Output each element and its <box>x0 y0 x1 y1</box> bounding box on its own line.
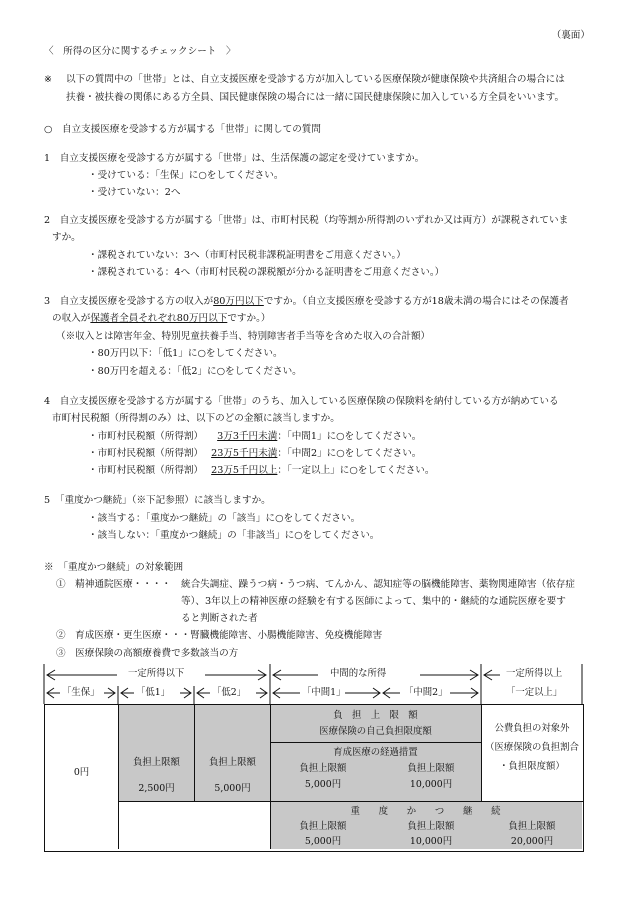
question-3-option-1: ・80万円以下：「低1」に○をしてください。 <box>88 348 283 359</box>
scope-item-1-label: ① 精神通院医療・・・・ <box>56 579 172 590</box>
question-4-option-1-amount: 3万3千円未満 <box>217 431 278 442</box>
question-5-option-1: ・該当する：「重度かつ継続」の「該当」に○をしてください。 <box>88 513 361 524</box>
jyudo2-value: 10,000円 <box>409 836 453 847</box>
question-5: 5 「重度かつ継続」（※下記参照）に該当しますか。 <box>44 495 271 506</box>
question-3-line-3: （※収入とは障害年金、特別児童扶養手当、特別障害者手当等を含めた収入の合計額） <box>56 331 431 342</box>
jyudo3-label: 負担上限額 <box>508 821 556 832</box>
col-header-chukan2: 「中間2」 <box>404 687 448 698</box>
page-title: 〈 所得の区分に関するチェックシート 〉 <box>44 46 236 57</box>
jyudo1-value: 5,000円 <box>304 836 342 847</box>
question-4-line-1: 4 自立支援医療を受診する方が属する「世帯」のうち、加入している医療保険の保険料を納付している方が納めている <box>44 396 559 407</box>
mid-head-2: 医療保険の自己負担限度額 <box>319 726 432 737</box>
scope-item-3: ③ 医療保険の高額療養費で多数該当の方 <box>56 648 239 659</box>
tei2-value: 5,000円 <box>214 783 251 794</box>
jyudo2-label: 負担上限額 <box>407 821 455 832</box>
high-line-1: 公費負担の対象外 <box>494 723 570 734</box>
question-3-underline-1: 80万円以下 <box>213 296 264 307</box>
question-4-option-1-action: ：「中間1」に○をしてください。 <box>277 431 422 442</box>
page-side-label: （裏面） <box>551 30 590 41</box>
col-header-tei2: 「低2」 <box>212 687 247 698</box>
question-3-text-a: 3 自立支援医療を受診する方の収入が <box>44 296 214 307</box>
seiho-value: 0円 <box>73 767 90 778</box>
question-4-option-3-label: ・市町村民税額（所得割） <box>88 465 204 476</box>
ikusei1-value: 5,000円 <box>304 779 342 790</box>
col-header-tei1: 「低1」 <box>136 687 171 698</box>
jyudo1-label: 負担上限額 <box>299 821 347 832</box>
question-3-underline-2: 保護者全員それぞれ80万円以下 <box>90 313 228 324</box>
jyudo3-value: 20,000円 <box>510 836 554 847</box>
tei2-label: 負担上限額 <box>209 757 256 768</box>
scope-item-1-line-1: 統合失調症、躁うつ病・うつ病、てんかん、認知症等の脳機能障害、薬物関連障害（依存症 <box>181 579 575 590</box>
note-mark: ※ <box>44 74 53 85</box>
scope-item-1-line-2: 等）、3年以上の精神医療の経験を有する医師によって、集中的・継続的な通院医療を要す <box>181 596 566 607</box>
question-4-option-3-amount: 23万5千円以上 <box>211 465 278 476</box>
high-line-3: ・負担限度額） <box>499 761 565 772</box>
question-2-line-2: すか。 <box>52 232 81 243</box>
note-line-1: 以下の質問中の「世帯」とは、自立支援医療を受診する方が加入している医療保険が健康保険や共済組合の場合には <box>66 74 565 85</box>
question-4-option-2-label: ・市町村民税額（所得割） <box>88 448 204 459</box>
question-3-text-d: ですか。） <box>227 313 271 324</box>
high-line-2: （医療保険の負担割合 <box>485 742 579 753</box>
scope-item-2: ② 育成医療・更生医療・・・腎臓機能障害、小腸機能障害、免疫機能障害 <box>56 630 383 641</box>
question-2-option-2: ・課税されている：4へ（市町村民税の課税額が分かる証明書をご用意ください。） <box>88 267 445 278</box>
question-3-text-c: の収入が <box>52 313 91 324</box>
tei1-label: 負担上限額 <box>133 757 180 768</box>
question-2-line-1: 2 自立支援医療を受診する方が属する「世帯」は、市町村民税（均等割か所得割のいずれか又は両方）が課税されていま <box>44 215 569 226</box>
ikusei2-label: 負担上限額 <box>407 763 455 774</box>
col-header-seiho: 「生保」 <box>62 687 100 698</box>
jyudo-head: 重 度 か つ 継 続 <box>350 806 501 817</box>
question-1-option-1: ・受けている：「生保」に○をしてください。 <box>88 170 284 181</box>
ikusei2-value: 10,000円 <box>409 779 453 790</box>
question-5-option-2: ・該当しない：「重度かつ継続」の「非該当」に○をしてください。 <box>88 530 380 541</box>
question-4-option-2-amount: 23万5千円未満 <box>211 448 278 459</box>
col-header-chukan1: 「中間1」 <box>302 687 346 698</box>
question-4-line-2: 市町村民税額（所得割のみ）は、以下のどの金額に該当しますか。 <box>52 413 340 424</box>
scope-heading: ※ 「重度かつ継続」の対象範囲 <box>44 562 184 573</box>
note-line-2: 扶養・被扶養の関係にある方全員、国民健康保険の場合には一緒に国民健康保険に加入している方全員をいいます。 <box>66 92 565 103</box>
question-2-option-1: ・課税されていない：3へ（市町村民税非課税証明書をご用意ください。） <box>88 250 406 261</box>
ikusei1-label: 負担上限額 <box>299 763 347 774</box>
section-heading: ○ 自立支援医療を受診する方が属する「世帯」に関しての質問 <box>44 124 321 135</box>
mid-head-1: 負 担 上 限 額 <box>333 710 418 721</box>
group-high-label: 一定所得以上 <box>506 668 563 679</box>
tei1-value: 2,500円 <box>138 783 175 794</box>
question-1-option-2: ・受けていない：2へ <box>88 187 181 198</box>
scope-item-1-line-3: ると判断された者 <box>181 613 258 624</box>
question-3-text-b: ですか。（自立支援医療を受診する方が18歳未満の場合にはその保護者 <box>263 296 569 307</box>
group-low-label: 一定所得以下 <box>128 668 185 679</box>
ikusei-head: 育成医療の経過措置 <box>333 747 418 758</box>
question-4-option-3-action: ：「一定以上」に○をしてください。 <box>277 465 435 476</box>
question-4-option-1-label: ・市町村民税額（所得割） <box>88 431 204 442</box>
question-1: 1 自立支援医療を受診する方が属する「世帯」は、生活保護の認定を受けていますか。 <box>44 153 425 164</box>
col-header-ittei: 「一定以上」 <box>506 687 563 698</box>
group-mid-label: 中間的な所得 <box>330 668 387 679</box>
question-4-option-2-action: ：「中間2」に○をしてください。 <box>277 448 422 459</box>
question-3-option-2: ・80万円を超える：「低2」に○をしてください。 <box>88 366 302 377</box>
income-table <box>44 704 584 852</box>
